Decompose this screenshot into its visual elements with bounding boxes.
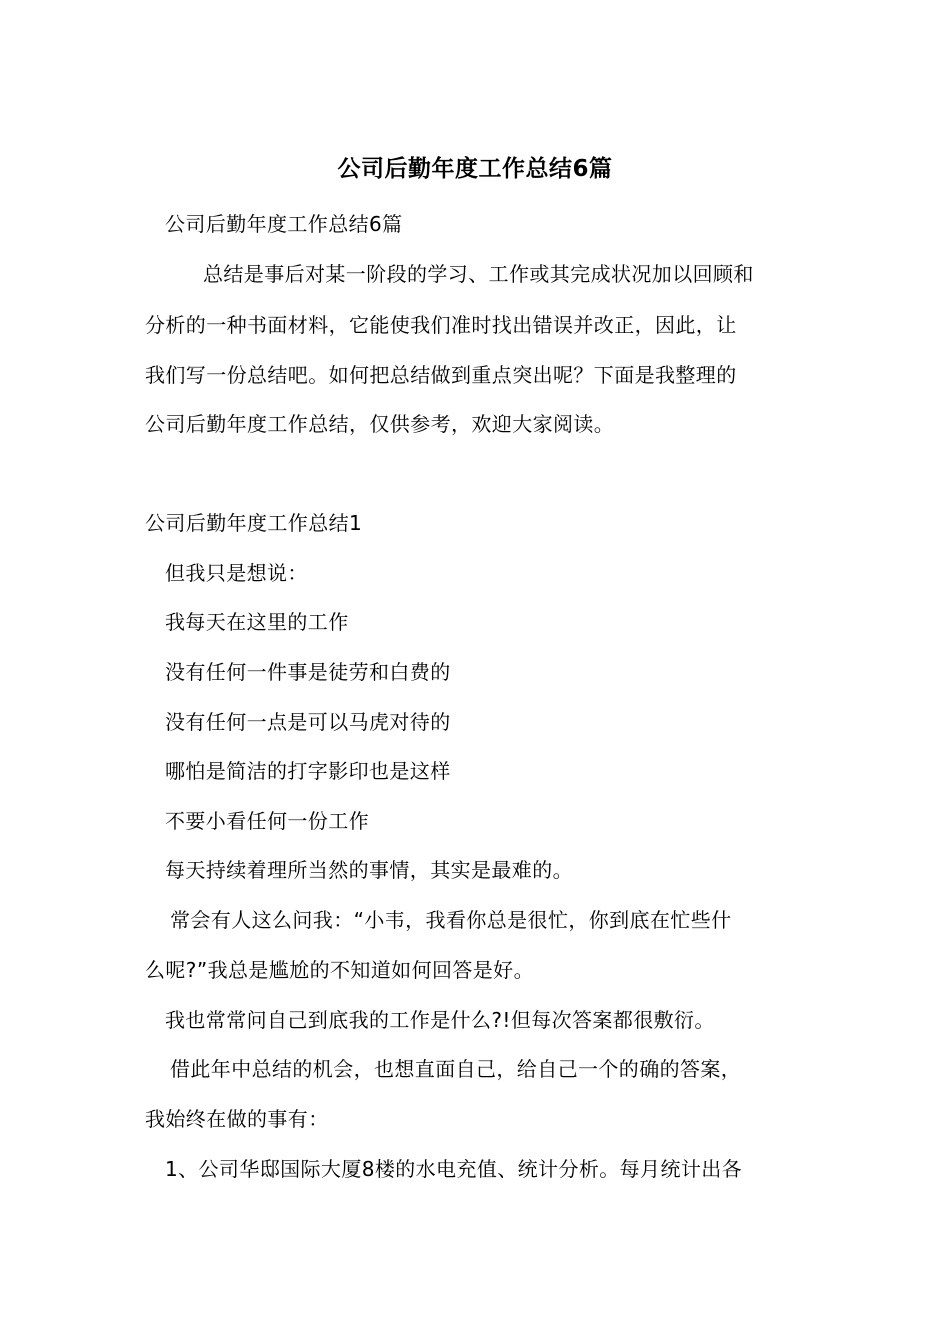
body-line-2: 我每天在这里的工作 — [165, 610, 349, 634]
summary-paragraph-line-1: 借此年中总结的机会，也想直面自己，给自己一个的确的答案， — [170, 1057, 742, 1081]
body-line-1: 但我只是想说： — [165, 561, 308, 585]
intro-paragraph-line-4: 公司后勤年度工作总结，仅供参考，欢迎大家阅读。 — [145, 412, 615, 436]
body-line-6: 不要小看任何一份工作 — [165, 809, 369, 833]
question-paragraph-line-2: 么呢?”我总是尴尬的不知道如何回答是好。 — [145, 958, 534, 982]
question-paragraph-line-1: 常会有人这么问我：“小韦，我看你总是很忙，你到底在忙些什 — [170, 908, 732, 932]
summary-paragraph-line-2: 我始终在做的事有： — [145, 1107, 329, 1131]
intro-paragraph-line-1: 总结是事后对某一阶段的学习、工作或其完成状况加以回顾和 — [203, 262, 754, 286]
section-heading: 公司后勤年度工作总结1 — [145, 511, 363, 535]
body-line-7: 每天持续着理所当然的事情，其实是最难的。 — [165, 858, 573, 882]
document-title: 公司后勤年度工作总结6篇 — [337, 156, 613, 182]
document-subtitle: 公司后勤年度工作总结6篇 — [165, 212, 403, 236]
intro-paragraph-line-2: 分析的一种书面材料，它能使我们准时找出错误并改正，因此，让 — [145, 313, 737, 337]
body-line-3: 没有任何一件事是徒劳和白费的 — [165, 660, 451, 684]
body-line-5: 哪怕是简洁的打字影印也是这样 — [165, 759, 451, 783]
intro-paragraph-line-3: 我们写一份总结吧。如何把总结做到重点突出呢？下面是我整理的 — [145, 363, 737, 387]
self-question-paragraph: 我也常常问自己到底我的工作是什么?!但每次答案都很敷衍。 — [165, 1008, 715, 1032]
list-item-1: 1、公司华邸国际大厦8楼的水电充值、统计分析。每月统计出各 — [165, 1157, 743, 1181]
body-line-4: 没有任何一点是可以马虎对待的 — [165, 710, 451, 734]
